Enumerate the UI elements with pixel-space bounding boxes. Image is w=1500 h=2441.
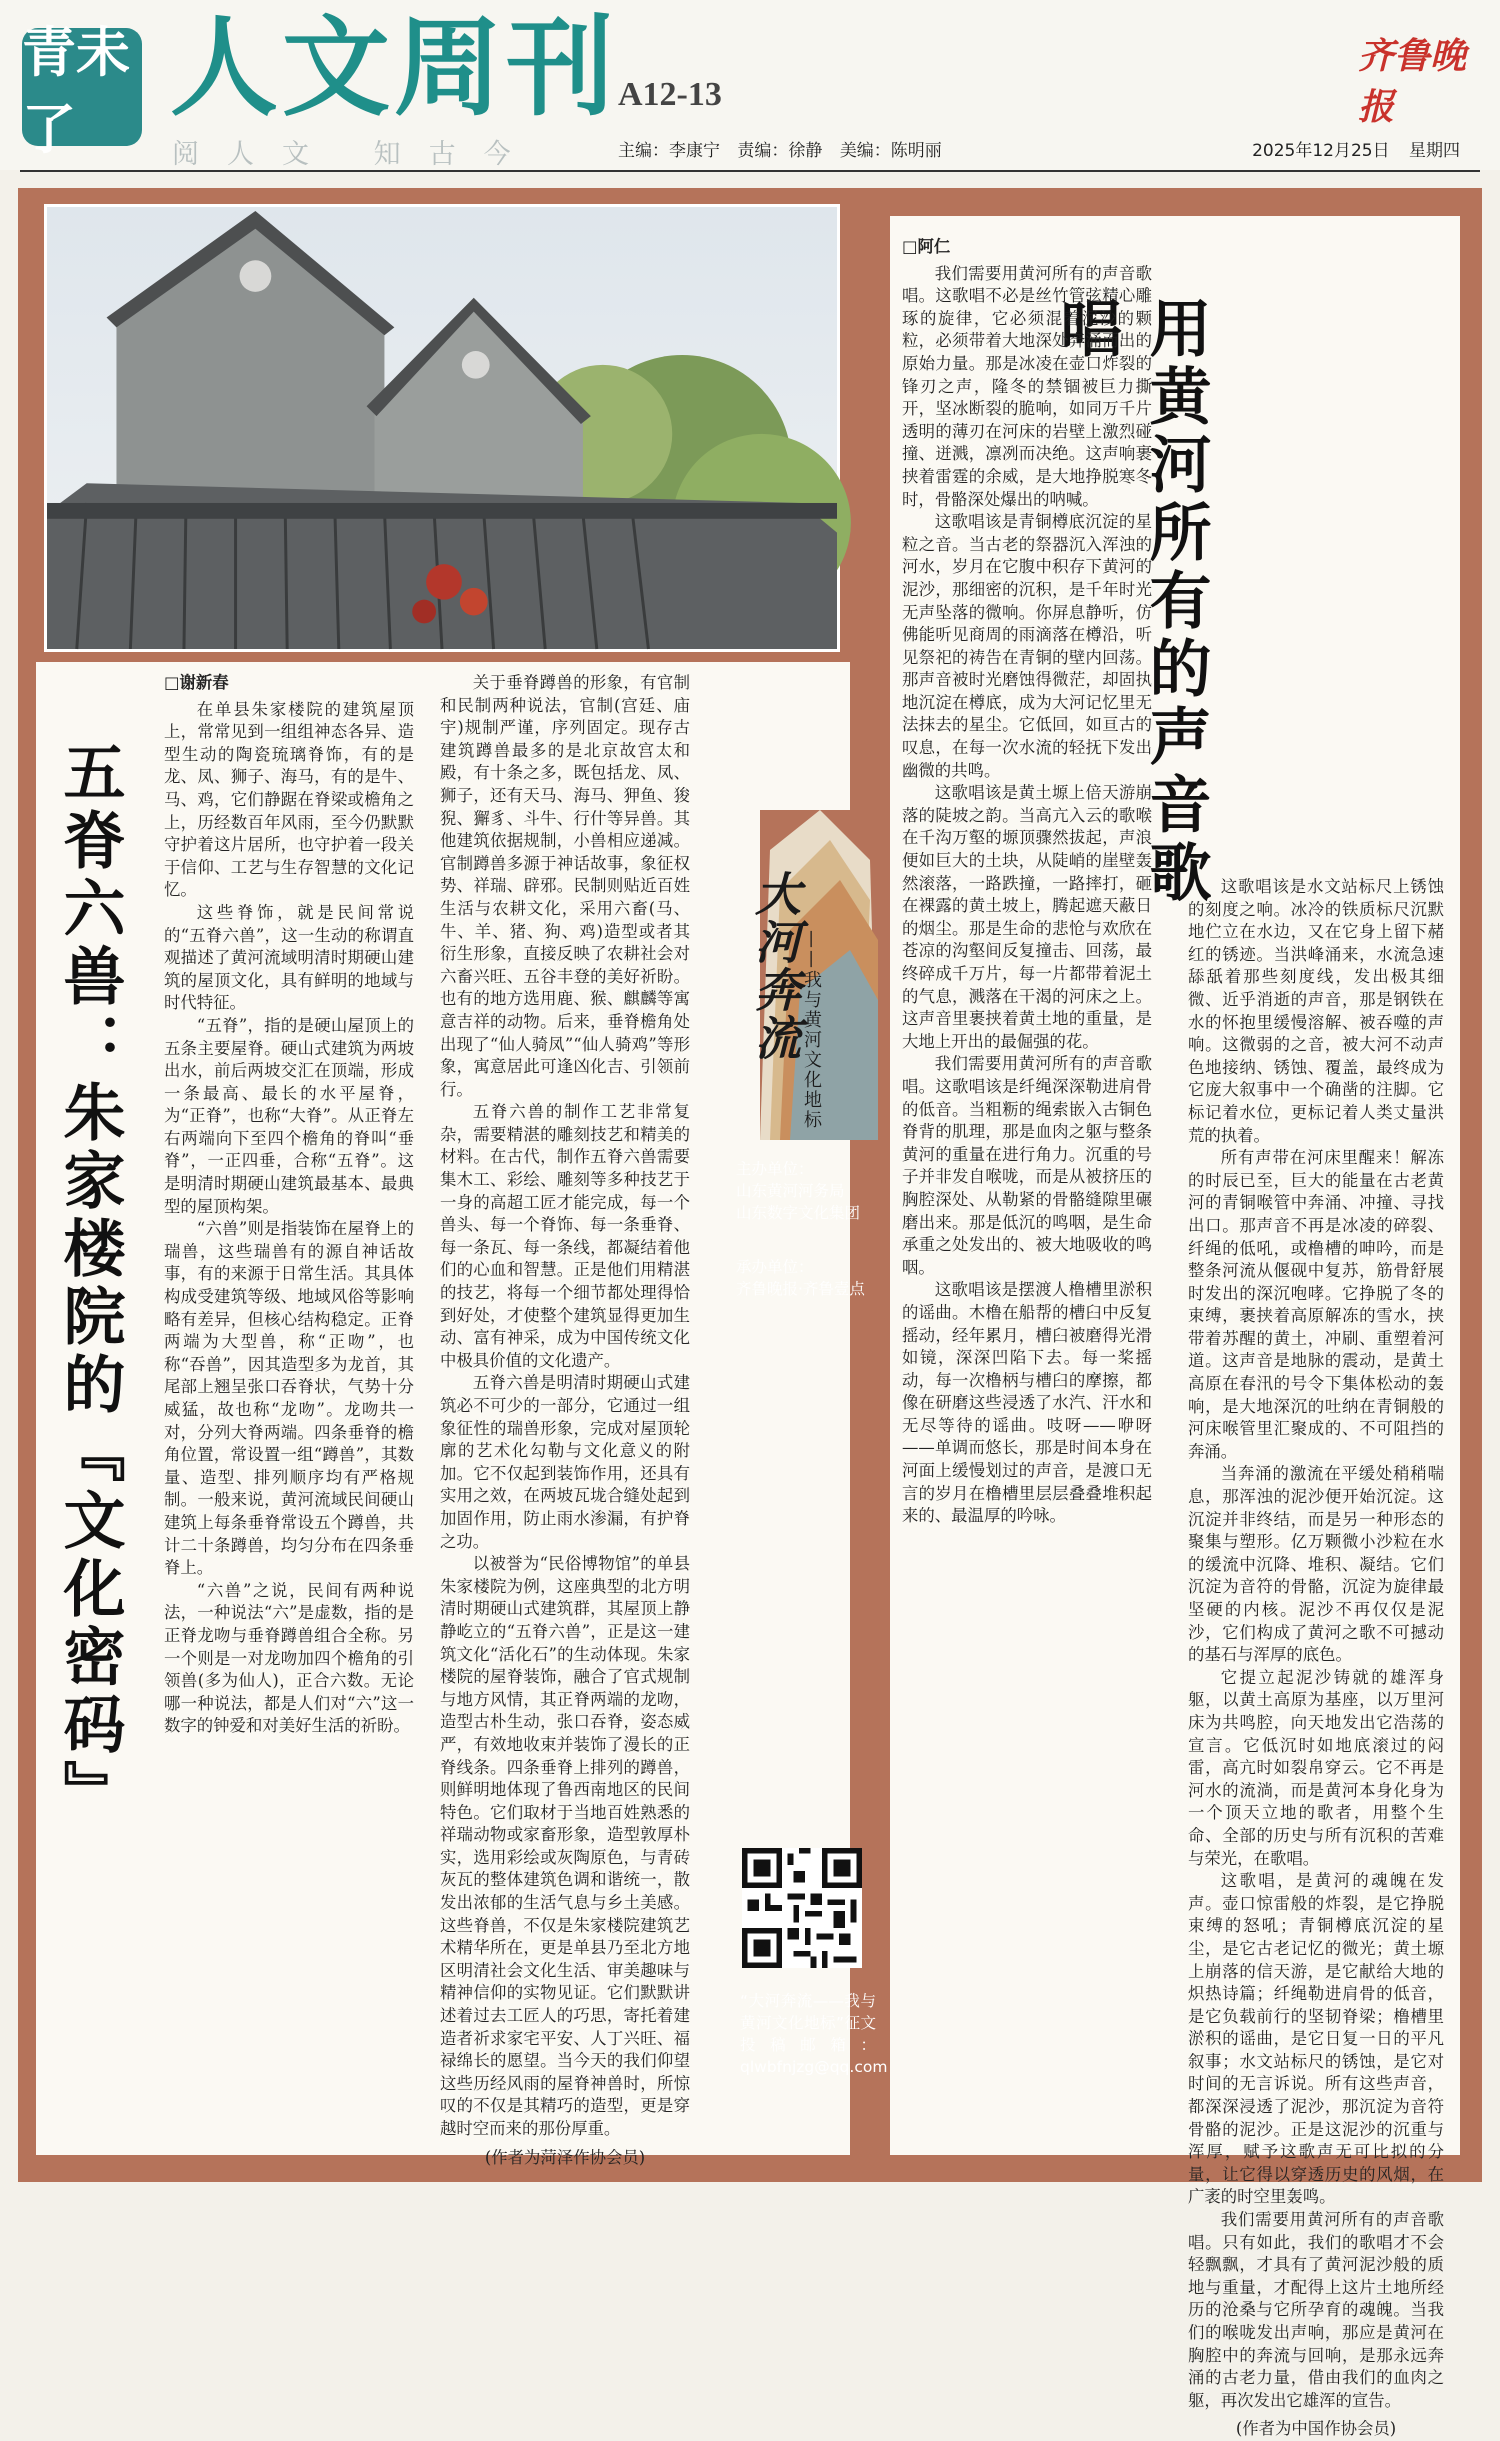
column-title: 大河奔流 <box>748 870 802 1062</box>
left-article-para: “六兽”则是指装饰在屋脊上的瑞兽，这些瑞兽有的源自神话故事，有的来源于日常生活。其具体构成受建筑等级、地域风俗等影响略有差异，但核心结构稳定。正脊两端为大型兽，称“正吻”，也称“吞兽”，因其造型多为龙首，其尾部上翘呈张口吞脊状，气势十分威猛，故也称“龙吻”。龙吻共一对，分列大脊两端。四条垂脊的檐角位置，常设置一组“蹲兽”，其数量、造型、排列顺序均有严格规制。一般来说，黄河流域民间硬山建筑上每条垂脊常设五个蹲兽，共计二十条蹲兽，均匀分布在四条垂脊上。 <box>164 1219 414 1578</box>
left-article-para: 在单县朱家楼院的建筑屋顶上，常常见到一组组神态各异、造型生动的陶瓷琉璃脊饰，有的是龙、凤、狮子、海马，有的是牛、马、鸡，它们静踞在脊梁或檐角之上，历经数百年风雨，至今仍默默守护着这片居所，也守护着一段关于信仰、工艺与生存智慧的文化记忆。 <box>164 699 414 900</box>
right-article-para: 这歌唱该是摆渡人橹槽里淤积的谣曲。木橹在船帮的槽臼中反复摇动，经年累月，槽臼被磨得光滑如镜，深深凹陷下去。每一桨摇动，每一次橹柄与槽臼的摩擦，都像在研磨这些浸透了水汽、汗水和无尽等待的谣曲。吱呀——咿呀——单调而悠长，那是时间本身在河面上缓慢划过的声音，是渡口无言的岁月在橹槽里层层叠叠堆积起来的、最温厚的吟咏。 <box>902 1280 1152 1526</box>
submission-call: “大河奔流——我与黄河文化地标”征文投稿邮箱：qlwbfnjzg@qq.com <box>740 1992 888 2076</box>
qr-code-pattern <box>742 1848 862 1968</box>
right-article-title: 用黄河所有的声音歌唱 <box>1050 296 1212 908</box>
art-editor: 美编：陈明丽 <box>839 141 942 161</box>
editor-credits <box>618 136 954 161</box>
left-article-title: 五脊六兽：朱家楼院的『文化密码』 <box>53 740 126 1828</box>
left-article-author: □谢新春 <box>164 673 229 692</box>
right-article-para: 我们需要用黄河所有的声音歌唱。这歌唱该是纤绳深深勒进肩骨的低音。当粗粝的绳索嵌入古铜色脊背的肌理，那是血肉之躯与整条黄河的重量在进行角力。沉重的号子并非发自喉咙，而是从被挤压的胸腔深处、从勒紧的骨骼缝隙里碾磨出来。那是低沉的鸣咽，是生命承重之处发出的、被大地吸收的鸣咽。 <box>902 1054 1152 1277</box>
right-article-para: 当奔涌的激流在平缓处稍稍喘息，那浑浊的泥沙便开始沉淀。这沉淀并非终结，而是另一种形态的聚集与塑形。亿万颗微小沙粒在水的缓流中沉降、堆积、凝结。它们沉淀为音符的骨骼，沉淀为旋律最坚硬的内核。泥沙不再仅仅是泥沙，它们构成了黄河之歌不可撼动的基石与浑厚的底色。 <box>1188 1464 1444 1665</box>
host-label: 主办单位： <box>736 1160 814 1178</box>
header-rule <box>20 170 1480 172</box>
host-units <box>736 1158 886 1224</box>
right-article-para: 这歌唱该是黄土塬上倍天游崩落的陡坡之韵。当高亢入云的歌喉在千沟万壑的塬顶骤然拔起，声浪便如巨大的土块，从陡峭的崖壁轰然滚落，一路跌撞，一路摔打，砸在裸露的黄土坡上，腾起遮天蔽日的烟尘。那是生命的悲怆与欢欣在苍凉的沟壑间反复撞击、回荡，最终碎成千万片，每一片都带着泥土的气息，溅落在干渴的河床之上。这声音里裹挟着黄土地的重量，是大地上开出的最倔强的花。 <box>902 783 1152 1051</box>
left-article-signature: (作者为菏泽作协会员) <box>484 2147 646 2167</box>
logo: 青未了 <box>22 28 142 146</box>
duty-editor: 责编：徐静 <box>737 141 823 161</box>
undertaker-name: 齐鲁晚报·齐鲁壹点 <box>736 1280 865 1298</box>
page-number: A12-13 <box>618 76 722 113</box>
chief-editor: 主编：李康宁 <box>618 141 720 161</box>
undertaker-label: 承办单位： <box>736 1258 814 1276</box>
left-article-col-2 <box>440 672 690 2167</box>
title-spacer <box>1188 236 1444 876</box>
masthead-motto: 阅人文 知古今 <box>172 139 539 170</box>
newspaper-brand: 齐鲁晚报 <box>1358 35 1467 128</box>
weekday-text: 星期四 <box>1409 141 1460 161</box>
masthead-title: 人文周刊 <box>170 5 619 131</box>
right-article-col-2 <box>1188 236 1444 2439</box>
left-article-para: 这些脊饰，就是民间常说的“五脊六兽”，这一生动的称谓直观描述了黄河流域明清时期硬山建筑的屋顶文化，具有鲜明的地域与时代特征。 <box>164 902 414 1013</box>
left-article-para: 以被誉为“民俗博物馆”的单县朱家楼院为例，这座典型的北方明清时期硬山式建筑群，其屋顶上静静屹立的“五脊六兽”，正是这一建筑文化“活化石”的生动体现。朱家楼院的屋脊装饰，融合了官式规制与地方风情，其正脊两端的龙吻，造型古朴生动，张口吞脊，姿态威严，有效地收束并装饰了漫长的正脊线条。四条垂脊上排列的蹲兽，则鲜明地体现了鲁西南地区的民间特色。它们取材于当地百姓熟悉的祥瑞动物或家畜形象，造型敦厚朴实，选用彩绘或灰陶原色，与青砖灰瓦的整体建筑色调和谐统一，散发出浓郁的生活气息与乡土美感。这些脊兽，不仅是朱家楼院建筑艺术精华所在，更是单县乃至北方地区明清社会文化生活、审美趣味与精神信仰的实物见证。它们默默讲述着过去工匠人的巧思，寄托着建造者祈求家宅平安、人丁兴旺、福禄绵长的愿望。当今天的我们仰望这些历经风雨的屋脊神兽时，所惊叹的不仅是其精巧的造型，更是穿越时空而来的那份厚重。 <box>440 1554 690 2138</box>
right-article-para: 它提立起泥沙铸就的雄浑身躯，以黄土高原为基座，以万里河床为共鸣腔，向天地发出它浩荡的宣言。它低沉时如地底滚过的闷雷，高亢时如裂帛穿云。它不再是河水的流淌，而是黄河本身化身为一个顶天立地的歌者，用整个生命、全部的历史与所有沉积的苦难与荣光，在歌唱。 <box>1188 1667 1444 1868</box>
left-article-para: 关于垂脊蹲兽的形象，有官制和民制两种说法，官制(宫廷、庙宇)规制严谨，序列固定。现存古建筑蹲兽最多的是北京故宫太和殿，有十条之多，既包括龙、凤、狮子，还有天马、海马、狎鱼、狻猊、獬豸、斗牛、行什等异兽。其他建筑依据规制，小兽相应递减。官制蹲兽多源于神话故事，象征权势、祥瑞、辟邪。民制则贴近百姓生活与农耕文化，采用六畜(马、牛、羊、猪、狗、鸡)造型或者其衍生形象，直接反映了农耕社会对六畜兴旺、五谷丰登的美好祈盼。也有的地方选用鹿、猴、麒麟等寓意吉祥的动物。后来，垂脊檐角处出现了“仙人骑凤”“仙人骑鸡”等形象，寓意居此可逢凶化吉、引领前行。 <box>440 673 690 1099</box>
column-subtitle: ——我与黄河文化地标 <box>801 930 822 1130</box>
left-article-para: 五脊六兽的制作工艺非常复杂，需要精湛的雕刻技艺和精美的材料。在古代，制作五脊六兽需要集木工、彩绘、雕刻等多种技艺于一身的高超工匠才能完成，每一个兽头、每一个脊饰、每一条垂脊、每一条瓦、每一条线，都凝结着他们的心血和智慧。正是他们用精湛的技艺，将每一个细节都处理得恰到好处，才使整个建筑显得更加生动、富有神采，成为中国传统文化中极具价值的文化遗产。 <box>440 1102 690 1370</box>
issue-date <box>1238 136 1460 161</box>
host-unit: 山东黄河河务局 <box>736 1182 845 1200</box>
page-header <box>0 0 1500 170</box>
undertaker-unit <box>736 1256 886 1300</box>
right-article-para: 这歌唱，是黄河的魂魄在发声。壶口惊雷般的炸裂，是它挣脱束缚的怒吼；青铜樽底沉淀的星尘，是它古老记忆的微光；黄土塬上崩落的信天游，是它献给大地的炽热诗篇；纤绳勒进肩骨的低音，是它负载前行的坚韧脊梁；橹槽里淤积的谣曲，是它日复一日的平凡叙事；水文站标尺的锈蚀，是它对时间的无言诉说。所有这些声音，都深深浸透了泥沙，那沉淀为音符骨骼的泥沙。正是这泥沙的沉重与浑厚，赋予这歌声无可比拟的分量，让它得以穿透历史的风烟，在广袤的时空里轰鸣。 <box>1188 1871 1444 2207</box>
right-article-col-1 <box>902 236 1152 2146</box>
rooftop-photo <box>44 204 840 652</box>
right-article-author: □阿仁 <box>902 237 951 256</box>
rooftop-illustration <box>47 207 837 649</box>
right-article-para: 我们需要用黄河所有的声音歌唱。只有如此，我们的歌唱才不会轻飘飘，才具有了黄河泥沙般的质地与重量，才配得上这片土地所经历的沧桑与它所孕育的魂魄。当我们的喉咙发出声响，那应是黄河在胸腔中的奔流与回响，是那永远奔涌的古老力量，借由我们的血肉之躯，再次发出它雄浑的宣告。 <box>1188 2210 1444 2410</box>
date-text: 2025年12月25日 <box>1252 141 1390 161</box>
qr-code[interactable] <box>742 1848 862 1968</box>
right-article-para: 所有声带在河床里醒来！解冻的时辰已至，巨大的能量在古老黄河的青铜喉管中奔涌、冲撞、寻找出口。那声音不再是冰凌的碎裂、纤绳的低吼，或橹槽的呻吟，而是整条河流从偃砚中复苏，筋骨舒展时发出的深沉咆哮。它挣脱了冬的束缚，裹挟着高原解冻的雪水，挟带着苏醒的黄土，冲刷、重塑着河道。这声音是地脉的震动，是黄土高原在春汛的号令下集体松动的轰响，是大地深沉的吐纳在青铜般的河床喉管里汇聚成的、不可阻挡的奔涌。 <box>1188 1148 1444 1461</box>
right-article-para: 这歌唱该是青铜樽底沉淀的星粒之音。当古老的祭器沉入浑浊的河水，岁月在它腹中积存下黄河的泥沙，那细密的沉积，是千年时光无声坠落的微响。你屏息静听，仿佛能听见商周的雨滴落在樽沿，听见祭祀的祷告在青铜的壁内回荡。那声音被时光磨蚀得微茫，却固执地沉淀在樽底，成为大河记忆里无法抹去的星尘。它低回，如亘古的叹息，在每一次水流的轻抚下发出幽微的共鸣。 <box>902 512 1152 780</box>
left-article-col-1 <box>164 672 414 2150</box>
right-article-signature: (作者为中国作协会员) <box>1235 2419 1397 2439</box>
left-article-para: “六兽”之说，民间有两种说法，一种说法“六”是虚数，指的是正脊龙吻与垂脊蹲兽组合全称。另一个则是一对龙吻加四个檐角的引领兽(多为仙人)，正合六数。无论哪一种说法，都是人们对“六”这一数字的钟爱和对美好生活的祈盼。 <box>164 1580 414 1736</box>
left-article-para: “五脊”，指的是硬山屋顶上的五条主要屋脊。硬山式建筑为两坡出水，前后两坡交汇在顶端，形成一条最高、最长的水平屋脊，为“正脊”，也称“大脊”。从正脊左右两端向下至四个檐角的脊叫“垂脊”，一正四垂，合称“五脊”。这是明清时期硬山建筑最基本、最典型的屋顶构架。 <box>164 1015 414 1216</box>
host-unit: 山东数字文化集团 <box>736 1204 861 1222</box>
left-article-para: 五脊六兽是明清时期硬山式建筑必不可少的一部分，它通过一组象征性的瑞兽形象，完成对屋顶轮廓的艺术化勾勒与文化意义的附加。它不仅起到装饰作用，还具有实用之效，在两坡瓦垅合缝处起到加固作用，防止雨水渗漏，有护脊之功。 <box>440 1373 690 1551</box>
right-article-para: 我们需要用黄河所有的声音歌唱。这歌唱不必是丝竹管弦精心雕琢的旋律，它必须混着泥沙的颗粒，必须带着大地深处奔涌而出的原始力量。那是冰凌在壶口炸裂的锋刃之声，隆冬的禁锢被巨力撕开，坚冰断裂的脆响，如同万千片透明的薄刃在河床的岩壁上激烈碰撞、迸溅，凛冽而决绝。这声响裹挟着雷霆的余威，是大地挣脱寒冬时，骨骼深处爆出的呐喊。 <box>902 263 1152 509</box>
right-article-para: 这歌唱该是水文站标尺上锈蚀的刻度之响。冰冷的铁质标尺沉默地伫立在水边，又在它身上留下赭红的锈迹。当洪峰涌来，水流急速舔舐着那些刻度线，发出极其细微、近乎消逝的声音，那是钢铁在水的怀抱里缓慢溶解、被吞噬的声响。这微弱的之音，被大河不动声色地接纳、锈蚀、覆盖，最终成为它庞大叙事中一个确凿的注脚。它标记着水位，更标记着人类丈量洪荒的执着。 <box>1188 877 1444 1145</box>
